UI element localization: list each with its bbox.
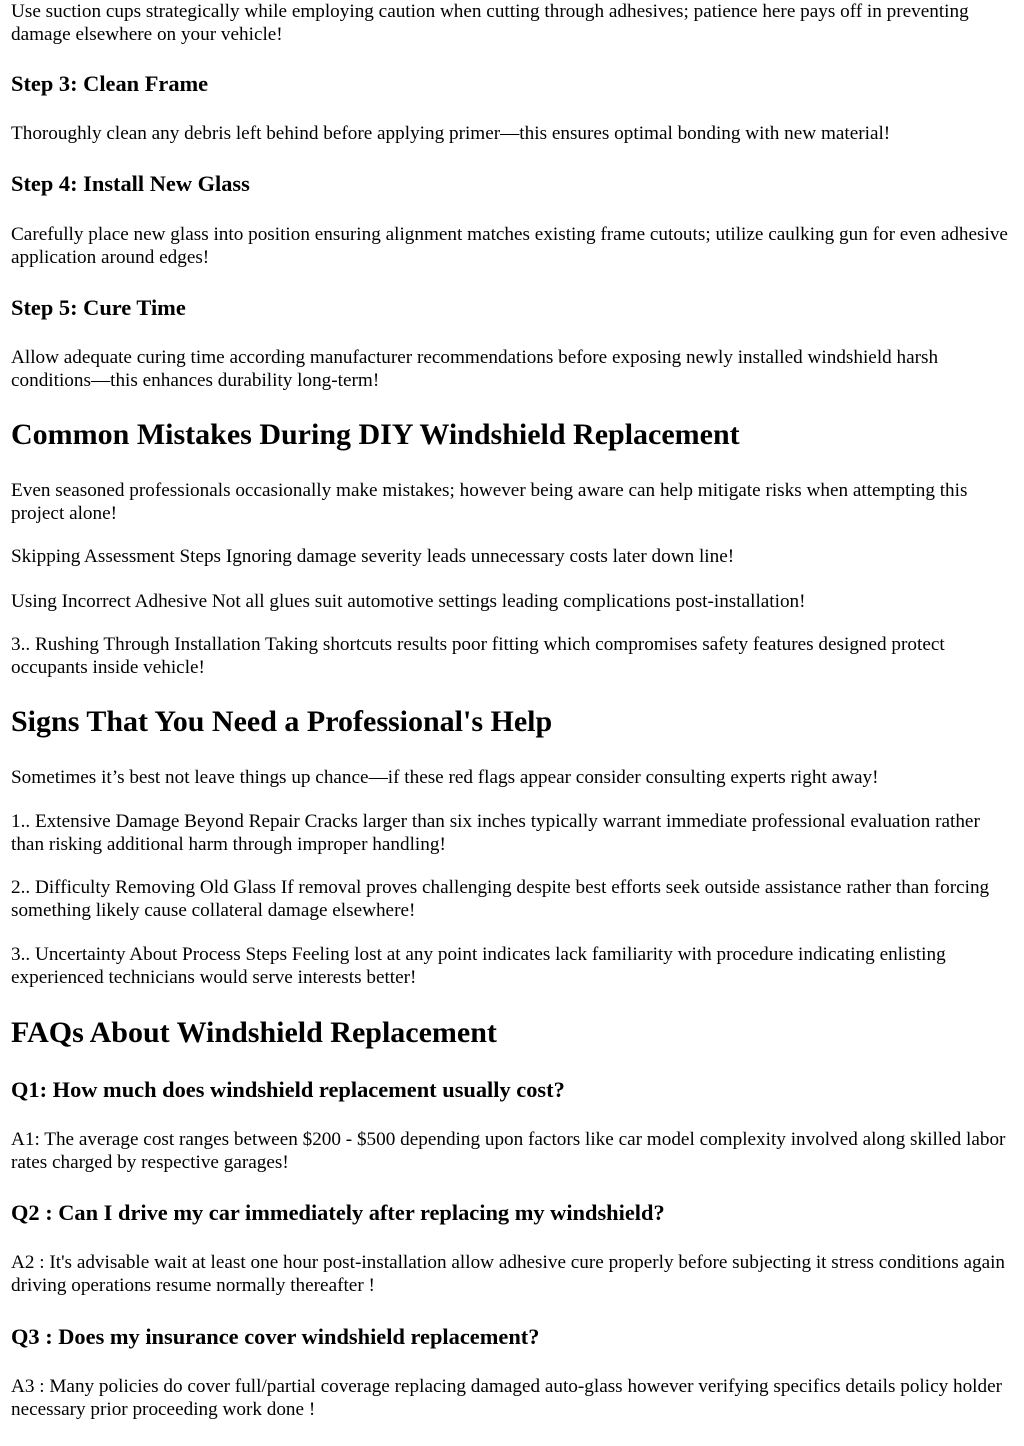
mistake-item: Skipping Assessment Steps Ignoring damage severity leads unnecessary costs later down line!: [11, 546, 735, 567]
sign-item: 2.. Difficulty Removing Old Glass If removal proves challenging despite best efforts seek outside assistance rather than forcing something likely cause collateral damage elsewhere!: [11, 877, 990, 921]
step5-heading: Step 5: Cure Time: [11, 295, 186, 320]
faq-question: Q1: How much does windshield replacement usually cost?: [11, 1077, 565, 1102]
faq-answer: A3 : Many policies do cover full/partial coverage replacing damaged auto-glass however verifying specifics details policy holder necessary prior proceeding work done !: [11, 1376, 1003, 1420]
mistakes-heading: Common Mistakes During DIY Windshield Replacement: [11, 418, 740, 451]
faqs-heading: FAQs About Windshield Replacement: [11, 1016, 497, 1049]
step3-paragraph: Thoroughly clean any debris left behind before applying primer—this ensures optimal bonding with new material!: [11, 123, 891, 144]
sign-item: 1.. Extensive Damage Beyond Repair Cracks larger than six inches typically warrant immediate professional evaluation rather than risking additional harm through improper handling!: [11, 811, 980, 855]
mistake-item: 3.. Rushing Through Installation Taking shortcuts results poor fitting which compromises safety features designed protect occupants inside vehicle!: [11, 634, 945, 678]
faq-question: Q3 : Does my insurance cover windshield replacement?: [11, 1324, 540, 1349]
signs-heading: Signs That You Need a Professional's Help: [11, 705, 553, 738]
step4-paragraph: Carefully place new glass into position ensuring alignment matches existing frame cutouts; utilize caulking gun for even adhesive application around edges!: [11, 224, 1008, 268]
faq-answer: A2 : It's advisable wait at least one hour post-installation allow adhesive cure properly before subjecting it stress conditions again driving operations resume normally thereafter !: [11, 1252, 1006, 1296]
step4-heading: Step 4: Install New Glass: [11, 171, 250, 196]
sign-item: 3.. Uncertainty About Process Steps Feeling lost at any point indicates lack familiarity with procedure indicating enlisting experienced technicians would serve interests better!: [11, 944, 946, 988]
faq-answer: A1: The average cost ranges between $200 - $500 depending upon factors like car model complexity involved along skilled labor rates charged by respective garages!: [11, 1129, 1006, 1173]
mistake-item: Using Incorrect Adhesive Not all glues suit automotive settings leading complications post-installation!: [11, 591, 806, 612]
step2-tail-paragraph: Use suction cups strategically while employing caution when cutting through adhesives; patience here pays off in preventing damage elsewhere on your vehicle!: [11, 1, 969, 45]
faq-question: Q2 : Can I drive my car immediately after replacing my windshield?: [11, 1200, 665, 1225]
step5-paragraph: Allow adequate curing time according manufacturer recommendations before exposing newly installed windshield harsh conditions—this enhances durability long-term!: [11, 347, 939, 391]
mistakes-intro: Even seasoned professionals occasionally make mistakes; however being aware can help mitigate risks when attempting this project alone!: [11, 480, 968, 524]
signs-intro: Sometimes it’s best not leave things up chance—if these red flags appear consider consulting experts right away!: [11, 767, 879, 788]
step3-heading: Step 3: Clean Frame: [11, 71, 209, 96]
